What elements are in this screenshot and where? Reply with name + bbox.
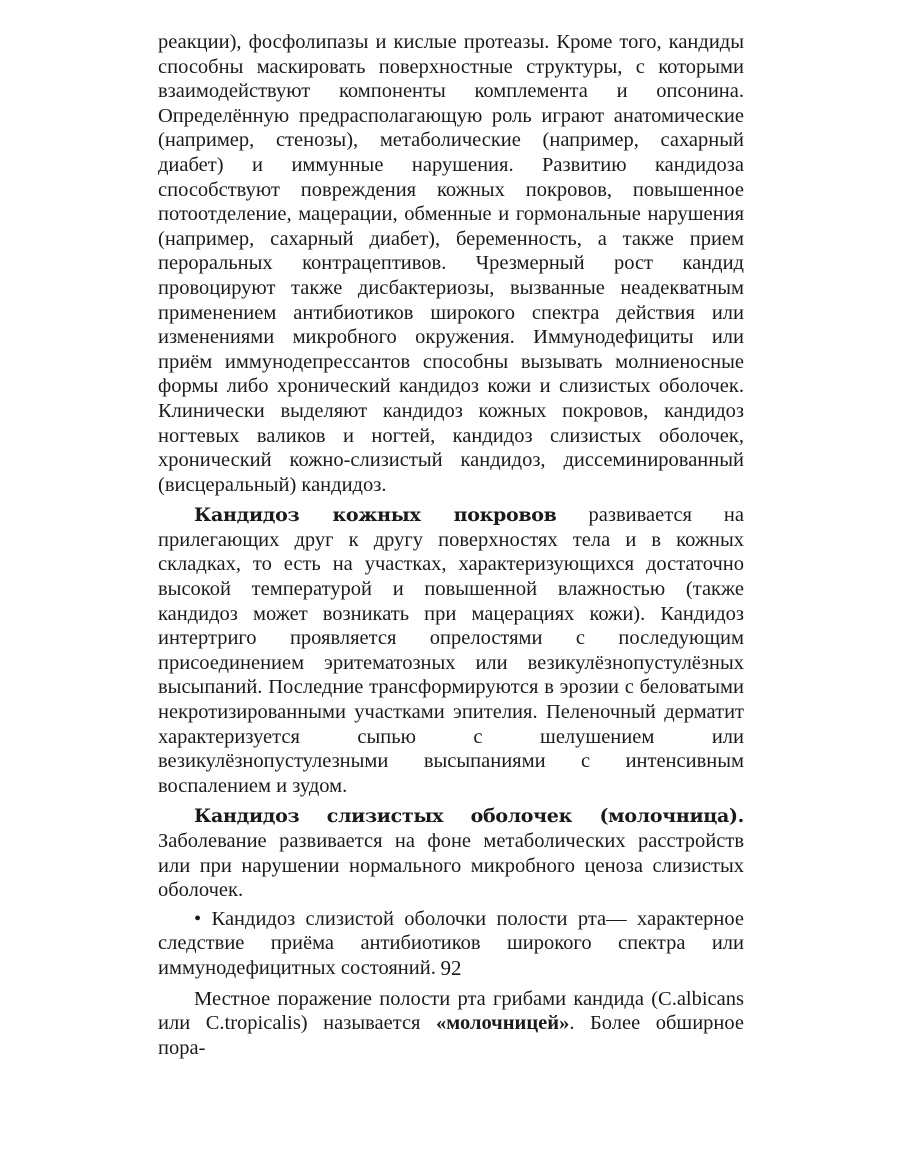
page-text — [158, 30, 744, 1064]
paragraph-mucosa-candidiasis — [158, 804, 744, 902]
paragraph-mucosa-candidiasis-body: Заболевание развивается на фоне метаболических расстройств или при нарушении нормального микробного ценоза слизистых оболочек. — [158, 830, 744, 902]
thrush-term: «молочницей» — [436, 1012, 570, 1035]
paragraph-thrush-start: Местное поражение полости рта грибами кандида (C.albicans или C.tropicalis) называется — [158, 987, 744, 1035]
paragraph-thrush — [158, 987, 744, 1061]
page-number: 92 — [440, 956, 462, 980]
paragraph-skin-candidiasis-body: развивается на прилегающих друг к другу поверхностях тела и в кожных складках, то есть на участках, характеризующихся достаточно высокой температурой и повышенной влажностью (также кандидоз может возникать при мацерациях кожи). Кандидоз интертриго проявляется опрелостями с последующим присоединением эритематозных или везикулёзнопустулёзных высыпаний. Последние трансформируются в эрозии с беловатыми некротизированными участками эпителия. Пеленочный дерматит характеризуется сыпью с шелушением или везикулёзнопустулезными высыпаниями с интенсивным воспалением и зудом. — [158, 504, 744, 797]
paragraph-skin-candidiasis — [158, 503, 744, 798]
heading-skin-candidiasis: Кандидоз кожных покровов — [194, 504, 557, 527]
bullet-oral-candidiasis: • Кандидоз слизистой оболочки полости рта— характерное следствие приёма антибиотиков широкого спектра или иммунодефицитных состояний. — [158, 907, 744, 979]
paragraph-thrush-end: . Более обширное пора- — [158, 1012, 745, 1059]
paragraph-intro: реакции), фосфолипазы и кислые протеазы. Кроме того, кандиды способны маскировать поверхностные структуры, с которыми взаимодействуют компоненты комплемента и опсонина. Определённую предрасполагающую роль играют анатомические (например, стенозы), метаболические (например, сахарный диабет) и иммунные нарушения. Развитию кандидоза способствуют повреждения кожных покровов, повышенное потоотделение, мацерации, обменные и гормональные нарушения (например, сахарный диабет), беременность, а также прием пероральных контрацептивов. Чрезмерный рост кандид провоцируют также дисбактериозы, вызванные неадекватным применением антибиотиков широкого спектра действия или изменениями микробного окружения. Иммунодефициты или приём иммунодепрессантов способны вызывать молниеносные формы либо хронический кандидоз кожи и слизистых оболочек. Клинически выделяют кандидоз кожных покровов, кандидоз ногтевых валиков и ногтей, кандидоз слизистых оболочек, хронический кожно-слизистый кандидоз, диссеминированный (висцеральный) кандидоз. — [158, 31, 744, 496]
heading-mucosa-candidiasis: Кандидоз слизистых оболочек (молочница). — [194, 805, 744, 828]
